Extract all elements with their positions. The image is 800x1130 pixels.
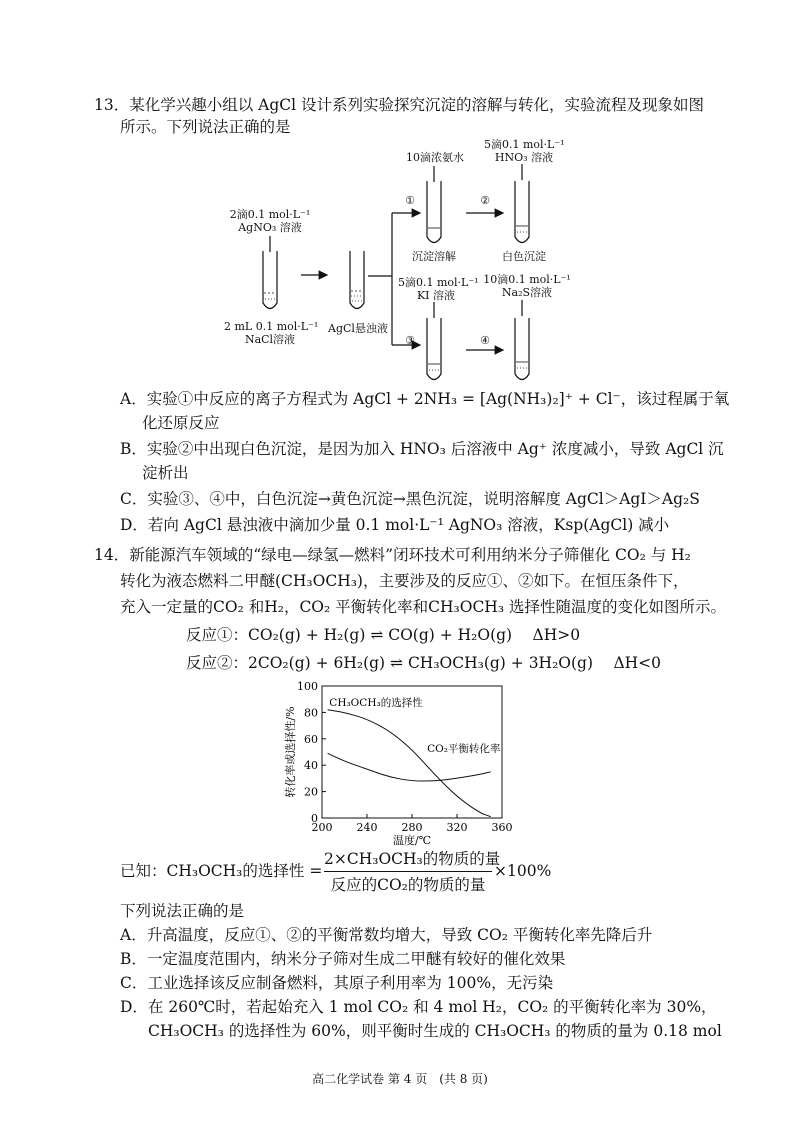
agno3-label-line1: 2滴0.1 mol·L⁻¹ bbox=[229, 208, 311, 221]
test-tube-nacl bbox=[263, 251, 277, 309]
known-suffix: ×100% bbox=[494, 862, 552, 880]
x-tick-label: 320 bbox=[446, 821, 468, 834]
q13-option-b-line1: B．实验②中出现白色沉淀，是因为加入 HNO₃ 后溶液中 Ag⁺ 浓度减小，导致 AgCl 沉 bbox=[120, 440, 724, 458]
series-line-2 bbox=[328, 753, 491, 781]
nacl-label-line1: 2 mL 0.1 mol·L⁻¹ bbox=[224, 320, 319, 333]
reaction-2: 反应②：2CO₂(g) + 6H₂(g) ⇌ CH₃OCH₃(g) + 3H₂O(g) ΔH<0 bbox=[186, 654, 661, 672]
q14-stem-line1: 14．新能源汽车领域的“绿电—绿氢—燃料”闭环技术可利用纳米分子筛催化 CO₂ 与 H₂ bbox=[94, 546, 691, 564]
step1-label: ① bbox=[405, 194, 415, 207]
q14-question: 下列说法正确的是 bbox=[120, 902, 245, 920]
ki-label-line1: 5滴0.1 mol·L⁻¹ bbox=[398, 276, 479, 289]
q14-stem-line3: 充入一定量的CO₂ 和H₂，CO₂ 平衡转化率和CH₃OCH₃ 选择性随温度的变化如图所示。 bbox=[120, 598, 726, 616]
series-label-conversion: CO₂平衡转化率 bbox=[427, 743, 501, 755]
dissolve-label: 沉淀溶解 bbox=[412, 250, 456, 263]
q13-stem-line1: 13．某化学兴趣小组以 AgCl 设计系列实验探究沉淀的溶解与转化，实验流程及现象如图 bbox=[94, 96, 705, 114]
q14-option-a: A．升高温度，反应①、②的平衡常数均增大，导致 CO₂ 平衡转化率先降后升 bbox=[120, 926, 653, 944]
x-axis-label: 温度/℃ bbox=[392, 834, 432, 847]
step4-label: ④ bbox=[480, 334, 490, 347]
y-tick-label: 20 bbox=[304, 785, 318, 799]
hno3-label-line1: 5滴0.1 mol·L⁻¹ bbox=[484, 138, 565, 151]
agno3-label-line2: AgNO₃ 溶液 bbox=[238, 221, 302, 234]
q14-option-b: B．一定温度范围内，纳米分子筛对生成二甲醚有较好的催化效果 bbox=[120, 950, 566, 968]
q14-option-d-line2: CH₃OCH₃ 的选择性为 60%，则平衡时生成的 CH₃OCH₃ 的物质的量为 0.18 mol bbox=[148, 1022, 722, 1040]
y-tick-label: 40 bbox=[304, 759, 318, 773]
test-tube-agcl-suspension bbox=[350, 251, 364, 309]
test-tube-step1 bbox=[427, 181, 441, 243]
series-line-1 bbox=[328, 710, 491, 817]
x-tick-label: 360 bbox=[491, 821, 513, 834]
y-tick-label: 60 bbox=[304, 732, 318, 746]
x-tick-label: 240 bbox=[356, 821, 378, 834]
q13-option-c: C．实验③、④中，白色沉淀→黄色沉淀→黑色沉淀，说明溶解度 AgCl＞AgI＞Ag₂S bbox=[120, 490, 700, 508]
known-denominator: 反应的CO₂的物质的量 bbox=[330, 876, 486, 894]
na2s-label-line2: Na₂S溶液 bbox=[501, 286, 553, 299]
q14-option-d-line1: D．在 260℃时，若起始充入 1 mol CO₂ 和 4 mol H₂，CO₂ 的平衡转化率为 30%， bbox=[120, 998, 717, 1016]
q13-stem-line2: 所示。下列说法正确的是 bbox=[120, 118, 291, 136]
known-prefix: 已知：CH₃OCH₃的选择性 = bbox=[120, 862, 323, 880]
ammonia-label: 10滴浓氨水 bbox=[406, 151, 464, 164]
q13-option-d: D．若向 AgCl 悬浊液中滴加少量 0.1 mol·L⁻¹ AgNO₃ 溶液，Ksp(AgCl) 减小 bbox=[120, 516, 670, 534]
q13-option-a-line1: A．实验①中反应的离子方程式为 AgCl + 2NH₃ = [Ag(NH₃)₂]⁺ + Cl⁻，该过程属于氧 bbox=[120, 390, 730, 408]
y-tick-label: 0 bbox=[311, 812, 318, 825]
q14-option-c: C．工业选择该反应制备燃料，其原子利用率为 100%，无污染 bbox=[120, 974, 554, 992]
test-tube-step2 bbox=[515, 181, 529, 243]
series-label-selectivity: CH₃OCH₃的选择性 bbox=[329, 696, 423, 709]
fraction-bar bbox=[324, 871, 492, 872]
x-tick-label: 200 bbox=[311, 821, 333, 834]
temperature-chart bbox=[280, 678, 520, 853]
ki-label-line2: KI 溶液 bbox=[416, 289, 456, 302]
test-tube-step4 bbox=[515, 318, 529, 380]
na2s-label-line1: 10滴0.1 mol·L⁻¹ bbox=[483, 273, 571, 286]
y-tick-label: 100 bbox=[297, 680, 318, 693]
x-tick-label: 280 bbox=[401, 821, 423, 834]
page-footer: 高二化学试卷 第 4 页 (共 8 页) bbox=[312, 1072, 488, 1086]
y-tick-label: 80 bbox=[304, 706, 318, 720]
nacl-label-line2: NaCl溶液 bbox=[244, 333, 296, 346]
suspension-label: AgCl悬浊液 bbox=[328, 322, 388, 335]
q13-option-a-line2: 化还原反应 bbox=[142, 414, 220, 432]
step3-label: ③ bbox=[405, 334, 415, 347]
white-ppt-label: 白色沉淀 bbox=[502, 250, 546, 263]
test-tube-step3 bbox=[427, 318, 441, 380]
y-axis-label: 转化率或选择性/% bbox=[284, 706, 297, 798]
q14-stem-line2: 转化为液态燃料二甲醚(CH₃OCH₃)，主要涉及的反应①、②如下。在恒压条件下， bbox=[120, 572, 689, 590]
reaction-1: 反应①：CO₂(g) + H₂(g) ⇌ CO(g) + H₂O(g) ΔH>0 bbox=[186, 626, 581, 644]
hno3-label-line2: HNO₃ 溶液 bbox=[494, 151, 554, 164]
step2-label: ② bbox=[480, 194, 490, 207]
q13-option-b-line2: 淀析出 bbox=[142, 464, 189, 482]
known-numerator: 2×CH₃OCH₃的物质的量 bbox=[324, 850, 501, 868]
